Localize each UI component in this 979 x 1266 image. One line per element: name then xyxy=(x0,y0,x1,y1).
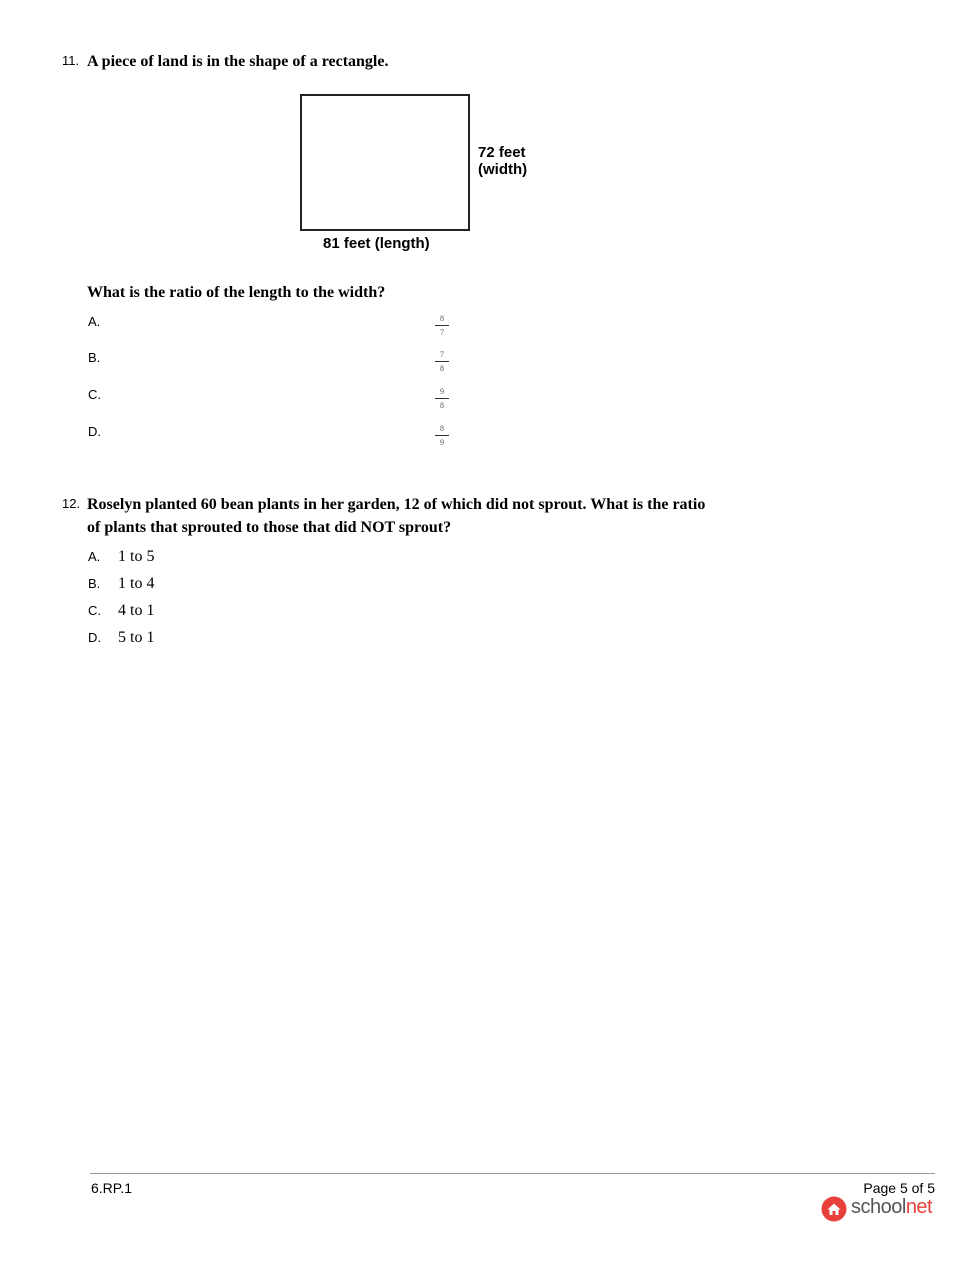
fraction-bar xyxy=(435,398,449,399)
choice-letter[interactable]: C. xyxy=(88,603,101,618)
fraction-denominator: 8 xyxy=(440,401,444,410)
fraction-denominator: 7 xyxy=(440,328,444,337)
question-number: 11. xyxy=(62,53,80,68)
logo-school: school xyxy=(851,1196,906,1218)
fraction-bar xyxy=(435,435,449,436)
question-stem-line1: Roselyn planted 60 bean plants in her garden, 12 of which did not sprout. What is the ratio xyxy=(87,496,706,513)
fraction-denominator: 9 xyxy=(440,438,444,447)
house-icon xyxy=(821,1196,847,1222)
choice-text[interactable]: 1 to 4 xyxy=(118,575,155,592)
width-label-line1: 72 feet xyxy=(478,144,526,161)
fraction-numerator: 9 xyxy=(440,387,444,396)
page-number: Page 5 of 5 xyxy=(863,1180,935,1196)
width-label-line2: (width) xyxy=(478,161,528,178)
choice-fraction[interactable] xyxy=(435,387,449,410)
fraction-numerator: 8 xyxy=(440,424,444,433)
figure-width-label xyxy=(478,144,527,178)
rectangle-figure xyxy=(300,94,470,231)
question-stem: A piece of land is in the shape of a rectangle. xyxy=(87,53,389,70)
choice-letter[interactable]: B. xyxy=(88,350,101,365)
choice-letter[interactable]: D. xyxy=(88,424,101,439)
logo-wordmark xyxy=(851,1196,932,1219)
choice-letter[interactable]: A. xyxy=(88,549,101,564)
choice-letter[interactable]: B. xyxy=(88,576,101,591)
choice-text[interactable]: 5 to 1 xyxy=(118,629,155,646)
choice-text[interactable]: 4 to 1 xyxy=(118,602,155,619)
figure-length-label: 81 feet (length) xyxy=(323,235,430,252)
fraction-numerator: 7 xyxy=(440,350,444,359)
fraction-bar xyxy=(435,361,449,362)
choice-letter[interactable]: A. xyxy=(88,314,101,329)
fraction-denominator: 8 xyxy=(440,364,444,373)
choice-letter[interactable]: C. xyxy=(88,387,101,402)
question-number: 12. xyxy=(62,496,81,511)
logo-net: net xyxy=(905,1196,933,1218)
choice-fraction[interactable] xyxy=(435,314,449,337)
footer-divider xyxy=(90,1173,935,1174)
question-prompt: What is the ratio of the length to the width? xyxy=(87,284,386,301)
choice-letter[interactable]: D. xyxy=(88,630,101,645)
standard-code: 6.RP.1 xyxy=(91,1180,132,1196)
fraction-numerator: 8 xyxy=(440,314,444,323)
choice-fraction[interactable] xyxy=(435,424,449,447)
choice-fraction[interactable] xyxy=(435,350,449,373)
schoolnet-logo xyxy=(821,1195,936,1223)
fraction-bar xyxy=(435,325,449,326)
choice-text[interactable]: 1 to 5 xyxy=(118,548,155,565)
question-stem-line2: of plants that sprouted to those that did NOT sprout? xyxy=(87,519,452,536)
